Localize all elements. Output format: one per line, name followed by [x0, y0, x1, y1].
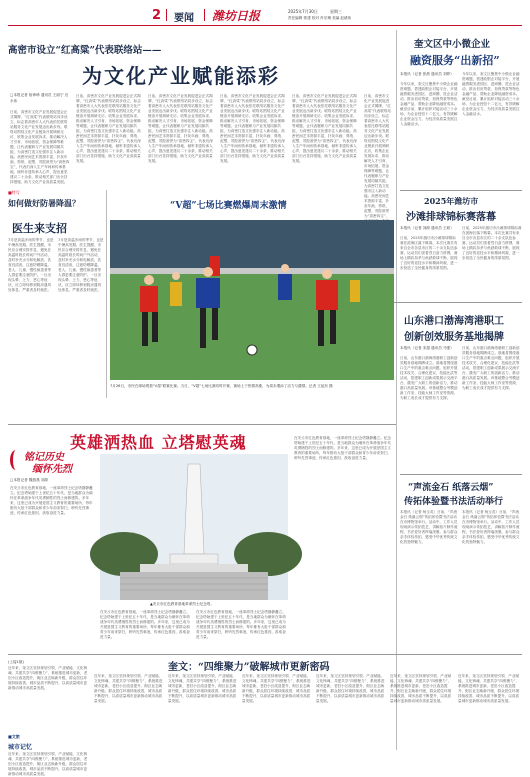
feature-headline: 医生来支招	[12, 222, 67, 235]
feature-body-col-1: 7月是高温多雨的季节，也是中暑高发期。医生提醒，市民应合理安排作息，避免在高温时段长时间户外活动，及时补充水分和电解质，饮食宜清淡，注意防晒降温。老人、儿童、慢性病患者等人群更要注意防护。一旦出现头晕、乏力、恶心等症状，应立即转移到阴凉通风处休息，严重者及时就医。	[8, 238, 54, 292]
port-byline: 本报讯（记者 宋超 通讯员 马强）	[400, 346, 454, 350]
bottom-body-col-5: 近年来，奎文区坚持规划引领、产业赋能、文化铸魂、共建共享“四维聚力”，系统推进城市更新，老旧小区改造提升，街区业态焕新升级，群众居住环境持续改善，城市品质不断提升，以高质量城市更新推动城市高质量发展。	[242, 674, 311, 703]
bottom-body-col-1: 近年来，奎文区坚持规划引领、产业赋能、文化铸魂、共建共享“四维聚力”，系统推进城市更新，老旧小区改造提升，街区业态焕新升级，群众居住环境持续改善，城市品质不断提升，以高质量城市更新推动城市高质量发展。	[8, 666, 88, 690]
football-feature	[110, 192, 394, 420]
lead-headline: 为文化产业赋能添彩	[82, 64, 280, 88]
bottom-body-col-6: 近年来，奎文区坚持规划引领、产业赋能、文化铸魂、共建共享“四维聚力”，系统推进城市更新，老旧小区改造提升，街区业态焕新升级，群众居住环境持续改善，城市品质不断提升，以高质量城市更新推动城市高质量发展。	[316, 674, 385, 703]
memorial-photo-caption: ▲安丘市红色教育基地革命烈士纪念塔。	[150, 602, 214, 606]
editors-line: 责任编辑 郭建 校对 肖宗琳 美编 赵绪伟	[288, 16, 352, 20]
football-title: “V超”七场比赛燃爆周末激情	[170, 201, 287, 211]
bottom-body-col-7: 近年来，奎文区坚持规划引领、产业赋能、文化铸魂、共建共享“四维聚力”，系统推进城市更新，老旧小区改造提升，街区业态焕新升级，群众居住环境持续改善，城市品质不断提升，以高质量城市更新推动城市高质量发展。	[390, 674, 452, 703]
finance-byline: 本报讯（记者 张晨 通讯员 刘婷）	[400, 72, 454, 76]
finance-headline: 融资服务“出新招”	[410, 54, 500, 67]
lead-body-col-5: 日前，高密市文化产业发展促进会正式揭牌，“红高粱”代表联络站同步设立，标志着高密市人大代表依托联络站服务文化产业发展迈出新步伐。联络站围绕文化产业链条开展调研走访，收集企业发展诉求，推动解决人才引育、市场拓展、资金保障等难题，让代表履职与产业发展同频共振，为高密打造文化强市注入新动能。高密民间艺术资源丰富，扑灰年画、剪纸、泥塑、茂腔被誉为“高密四宝”，代表们深入生产车间和传承基地，倾听非遗传承人心声，提出意见建议二十余条，推动相关部门出台扶持措施，助力文化产业高质量发展。	[292, 94, 357, 163]
side-story-finance	[400, 30, 522, 190]
side-story-calligraphy	[400, 476, 522, 654]
calligraphy-body-col-1: 本报讯（记者 杨玉英）日前，“声流金石 纸落云烟”传拓体验暨书法活动在市博物馆举行。活动中，工作人员现场演示传拓技艺，讲解拓片制作流程，书法爱好者挥毫泼墨，参与群众亲手体验传拓，感受中华优秀传统文化的独特魅力。	[400, 510, 458, 544]
memorial-headline: 英雄洒热血 立塔慰英魂	[70, 433, 247, 452]
memorial-body-col-2: 在安丘市红色教育基地，一座革命烈士纪念塔静静矗立。纪念塔始建于上世纪五十年代，是当地群众为缅怀在革命战争年代英勇牺牲的烈士而修建的。多年来，这里已成为开展爱国主义教育的重要场所，每年都有大批干部群众和青少年前来祭扫，聆听先烈事迹，传承红色基因，汲取奋进力量。	[100, 610, 190, 639]
port-body-col-1: 日前，山东港口渤海湾港职工创新创效服务基地揭牌成立。基地将围绕港口生产中的重点难点问题，组织开展技术攻关、合理化建议、技能比武等活动，搭建职工创新成果展示交流平台，激发广大职工的创新活力，推动港口高质量发展。该基地整合劳模创新工作室、技能大师工作室等资源，为职工成长成才提供有力支撑。	[400, 356, 458, 400]
feature-question: 如何做好防暑降温？	[8, 198, 80, 208]
lead-body-col-3: 日前，高密市文化产业发展促进会正式揭牌，“红高粱”代表联络站同步设立，标志着高密市人大代表依托联络站服务文化产业发展迈出新步伐。联络站围绕文化产业链条开展调研走访，收集企业发展诉求，推动解决人才引育、市场拓展、资金保障等难题，让代表履职与产业发展同频共振，为高密打造文化强市注入新动能。高密民间艺术资源丰富，扑灰年画、剪纸、泥塑、茂腔被誉为“高密四宝”，代表们深入生产车间和传承基地，倾听非遗传承人心声，提出意见建议二十余条，推动相关部门出台扶持措施，助力文化产业高质量发展。	[148, 94, 213, 163]
issue-weekday: 星期三	[330, 9, 342, 14]
port-headline-2: 创新创效服务基地揭牌	[404, 332, 504, 343]
finance-subhead: 奎文区中小微企业	[414, 39, 491, 50]
calligraphy-headline-1: “声流金石 纸落云烟”	[408, 483, 494, 493]
lead-body-col-2: 日前，高密市文化产业发展促进会正式揭牌，“红高粱”代表联络站同步设立，标志着高密市人大代表依托联络站服务文化产业发展迈出新步伐。联络站围绕文化产业链条开展调研走访，收集企业发展诉求，推动解决人才引育、市场拓展、资金保障等难题，让代表履职与产业发展同频共振，为高密打造文化强市注入新动能。高密民间艺术资源丰富，扑灰年画、剪纸、泥塑、茂腔被誉为“高密四宝”，代表们深入生产车间和传承基地，倾听非遗传承人心声，提出意见建议二十余条，推动相关部门出台扶持措施，助力文化产业高质量发展。	[76, 94, 141, 163]
football-photo	[110, 220, 394, 380]
port-headline-1: 山东港口渤海湾港职工	[404, 316, 504, 327]
feature-body-col-2: 7月是高温多雨的季节，也是中暑高发期。医生提醒，市民应合理安排作息，避免在高温时段长时间户外活动，及时补充水分和电解质，饮食宜清淡，注意防晒降温。老人、儿童、慢性病患者等人群更要注意防护。一旦出现头晕、乏力、恶心等症状，应立即转移到阴凉通风处休息，严重者及时就医。	[58, 238, 104, 292]
masthead	[0, 0, 530, 26]
memorial-tower-graphic	[100, 454, 288, 600]
bottom-note: (上接1版)	[8, 660, 24, 664]
banner-line-1: 铭记历史	[24, 452, 64, 463]
memorial-byline: □本报记者 魏燕燕 刘源	[10, 478, 49, 482]
banner-line-2: 缅怀先烈	[32, 464, 72, 475]
bottom-body-col-4: 近年来，奎文区坚持规划引领、产业赋能、文化铸魂、共建共享“四维聚力”，系统推进城市更新，老旧小区改造提升，街区业态焕新升级，群众居住环境持续改善，城市品质不断提升，以高质量城市更新推动城市高质量发展。	[168, 674, 237, 703]
lead-body-col-1: 日前，高密市文化产业发展促进会正式揭牌，“红高粱”代表联络站同步设立，标志着高密市人大代表依托联络站服务文化产业发展迈出新步伐。联络站围绕文化产业链条开展调研走访，收集企业发展诉求，推动解决人才引育、市场拓展、资金保障等难题，让代表履职与产业发展同频共振，为高密打造文化强市注入新动能。高密民间艺术资源丰富，扑灰年画、剪纸、泥塑、茂腔被誉为“高密四宝”，代表们深入生产车间和传承基地，倾听非遗传承人心声，提出意见建议二十余条，推动相关部门出台扶持措施，助力文化产业高质量发展。	[10, 110, 70, 184]
bottom-kicker: ■文旅	[8, 734, 20, 739]
memorial-photo	[100, 454, 288, 600]
lead-body-col-6: 日前，高密市文化产业发展促进会正式揭牌，“红高粱”代表联络站同步设立，标志着高密市人大代表依托联络站服务文化产业发展迈出新步伐。联络站围绕文化产业链条开展调研走访，收集企业发展诉求，推动解决人才引育、市场拓展、资金保障等难题，让代表履职与产业发展同频共振，为高密打造文化强市注入新动能。高密民间艺术资源丰富，扑灰年画、剪纸、泥塑、茂腔被誉为“高密四宝”，	[364, 94, 392, 218]
page-number: 2	[152, 8, 162, 23]
bottom-article	[8, 656, 522, 776]
bottom-body-col-2: 近年来，奎文区坚持规划引领、产业赋能、文化铸魂、共建共享“四维聚力”，系统推进城市更新，老旧小区改造提升，街区业态焕新升级，群众居住环境持续改善，城市品质不断提升，以高质量城市更新推动城市高质量发展。	[8, 752, 88, 776]
bottom-headline: 奎文：“四维聚力”破解城市更新密码	[168, 662, 330, 673]
calligraphy-headline-2: 传拓体验暨书法活动举行	[404, 497, 504, 507]
bottom-body-col-3: 近年来，奎文区坚持规划引领、产业赋能、文化铸魂、共建共享“四维聚力”，系统推进城市更新，老旧小区改造提升，街区业态焕新升级，群众居住环境持续改善，城市品质不断提升，以高质量城市更新推动城市高质量发展。	[94, 674, 163, 703]
lead-byline: □本报记者 宿珍珍 通讯员 王丽宁 迟永伟	[10, 93, 69, 103]
side-story-port	[400, 304, 522, 472]
section-name: 要闻	[174, 13, 194, 24]
masthead-rule	[8, 25, 522, 26]
bottom-body-col-8: 近年来，奎文区坚持规划引领、产业赋能、文化铸魂、共建共享“四维聚力”，系统推进城市更新，老旧小区改造提升，街区业态焕新升级，群众居住环境持续改善，城市品质不断提升，以高质量城市更新推动城市高质量发展。	[458, 674, 520, 703]
volleyball-body-col-2: 日前，2025年潍坊市沙滩排球锦标赛在滨海区落下帷幕。本次比赛共有来自全市各县市区的二十余支队伍参赛，运动员们顶着烈日奋力拼搏，赛场上精彩扣杀与鱼跃救球不断，展现了良好的竞技水平和精神风貌，进一步营造了全民健身的浓厚氛围。	[462, 226, 522, 260]
feature-tag: ■特写	[8, 190, 20, 195]
bottom-sub: 城市记忆	[8, 744, 33, 751]
port-body-col-2: 日前，山东港口渤海湾港职工创新创效服务基地揭牌成立。基地将围绕港口生产中的重点难点问题，组织开展技术攻关、合理化建议、技能比武等活动，搭建职工创新成果展示交流平台，激发广大职工的创新活力，推动港口高质量发展。该基地整合劳模创新工作室、技能大师工作室等资源，为职工成长成才提供有力支撑。	[462, 346, 520, 390]
side-story-volleyball	[400, 192, 522, 302]
paper-logo: 潍坊日报	[212, 9, 261, 23]
memorial-body-col-1: 在安丘市红色教育基地，一座革命烈士纪念塔静静矗立。纪念塔始建于上世纪五十年代，是当地群众为缅怀在革命战争年代英勇牺牲的烈士而修建的。多年来，这里已成为开展爱国主义教育的重要场所，每年都有大批干部群众和青少年前来祭扫，聆听先烈事迹，传承红色基因，汲取奋进力量。	[10, 486, 93, 515]
calligraphy-body-col-2: 本报讯（记者 杨玉英）日前，“声流金石 纸落云烟”传拓体验暨书法活动在市博物馆举行。活动中，工作人员现场演示传拓技艺，讲解拓片制作流程，书法爱好者挥毫泼墨，参与群众亲手体验传拓，感受中华优秀传统文化的独特魅力。	[462, 510, 520, 544]
volleyball-headline: 沙滩排球锦标赛落幕	[406, 212, 496, 223]
memorial-banner	[10, 446, 96, 476]
finance-body-col-1: 今年以来，奎文区聚焦中小微企业融资难题，搭建政银企对接平台，开展融资服务进园区、进商圈、进企业活动，推出信用贷款、担保贷款等特色金融产品，帮助企业降低融资成本。截至目前，累计组织对接活动三十余场，为企业授信十二亿元，有效缓解企业资金压力，为经济高质量发展注入金融活水。	[400, 82, 458, 126]
finance-body-col-2: 今年以来，奎文区聚焦中小微企业融资难题，搭建政银企对接平台，开展融资服务进园区、进商圈、进企业活动，推出信用贷款、担保贷款等特色金融产品，帮助企业降低融资成本。截至目前，累计组织对接活动三十余场，为企业授信十二亿元，有效缓解企业资金压力，为经济高质量发展注入金融活水。	[462, 72, 520, 116]
sidebar-feature	[8, 190, 104, 394]
lead-kicker: 高密市设立“红高粱”代表联络站——	[8, 45, 162, 56]
memorial-body-col-4: 在安丘市红色教育基地，一座革命烈士纪念塔静静矗立。纪念塔始建于上世纪五十年代，是当地群众为缅怀在革命战争年代英勇牺牲的烈士而修建的。多年来，这里已成为开展爱国主义教育的重要场所，每年都有大批干部群众和青少年前来祭扫，聆听先烈事迹，传承红色基因，汲取奋进力量。	[294, 436, 392, 460]
volleyball-byline: 本报讯（记者 刘源 通讯员 王莉）	[400, 226, 454, 230]
football-players-graphic	[110, 220, 394, 380]
issue-date: 2025年7月30日	[288, 9, 318, 14]
banner-flourish-icon	[10, 450, 22, 470]
lead-body-col-4: 日前，高密市文化产业发展促进会正式揭牌，“红高粱”代表联络站同步设立，标志着高密市人大代表依托联络站服务文化产业发展迈出新步伐。联络站围绕文化产业链条开展调研走访，收集企业发展诉求，推动解决人才引育、市场拓展、资金保障等难题，让代表履职与产业发展同频共振，为高密打造文化强市注入新动能。高密民间艺术资源丰富，扑灰年画、剪纸、泥塑、茂腔被誉为“高密四宝”，代表们深入生产车间和传承基地，倾听非遗传承人心声，提出意见建议二十余条，推动相关部门出台扶持措施，助力文化产业高质量发展。	[220, 94, 285, 163]
football-caption: 7月26日，市民在球场观看“V超”联赛比赛。当日，“V超”七场比赛同时开赛，赛场上下热情高涨，为周末增添了活力与激情。记者 王起东 摄	[110, 384, 333, 388]
memorial-body-col-3: 在安丘市红色教育基地，一座革命烈士纪念塔静静矗立。纪念塔始建于上世纪五十年代，是当地群众为缅怀在革命战争年代英勇牺牲的烈士而修建的。多年来，这里已成为开展爱国主义教育的重要场所，每年都有大批干部群众和青少年前来祭扫，聆听先烈事迹，传承红色基因，汲取奋进力量。	[196, 610, 286, 639]
volleyball-subhead: 2025年潍坊市	[424, 196, 479, 206]
volleyball-body-col-1: 日前，2025年潍坊市沙滩排球锦标赛在滨海区落下帷幕。本次比赛共有来自全市各县市区的二十余支队伍参赛，运动员们顶着烈日奋力拼搏，赛场上精彩扣杀与鱼跃救球不断，展现了良好的竞技水平和精神风貌，进一步营造了全民健身的浓厚氛围。	[400, 236, 458, 270]
